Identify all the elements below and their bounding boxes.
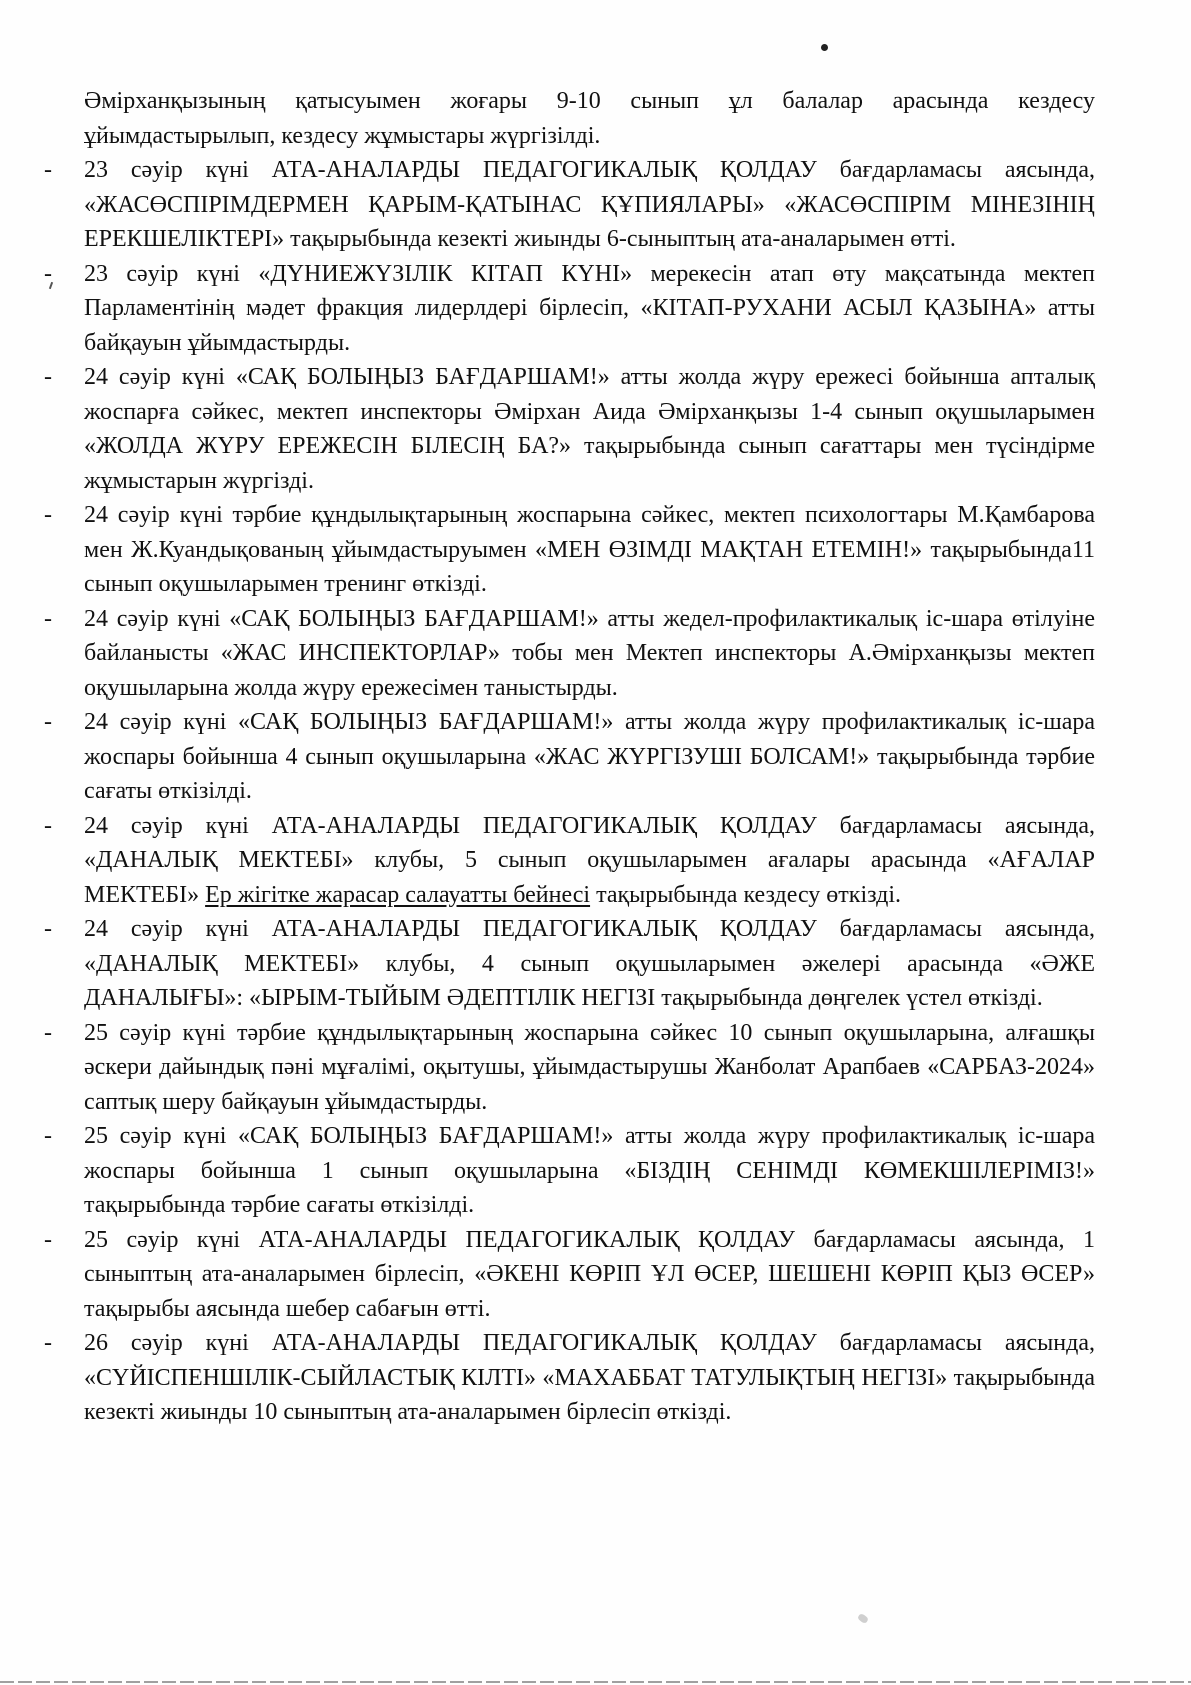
bullet-dash: -: [44, 1019, 52, 1046]
bullet-dash: -: [44, 605, 52, 632]
underlined-topic: Ер жігітке жарасар салауатты бейнесі: [205, 881, 591, 908]
list-item-text: 24 сәуір күні «САҚ БОЛЫҢЫЗ БАҒДАРШАМ!» атты жолда жүру профилактикалық іс-шара жоспары бойынша 4 сынып оқушыларына «ЖАС ЖҮРГІЗУШІ БОЛСАМ!» тақырыбында тәрбие сағаты өткізілді.: [84, 709, 1095, 804]
list-item: [44, 602, 1095, 706]
list-item-text: 24 сәуір күні тәрбие құндылықтарының жоспарына сәйкес, мектеп психологтары М.Қамбарова мен Ж.Куандықованың ұйымдастыруымен «МЕН ӨЗІМДІ МАҚТАН ЕТЕМІН!» тақырыбында11 сынып оқушыларымен тренинг өткізді.: [84, 502, 1095, 597]
list-item-text-end: тақырыбында кездесу өткізді.: [590, 881, 902, 908]
list-item-text: 25 сәуір күні АТА-АНАЛАРДЫ ПЕДАГОГИКАЛЫҚ ҚОЛДАУ бағдарламасы аясында, 1 сыныптың ата-аналарымен бірлесіп, «ӘКЕНІ КӨРІП ҰЛ ӨСЕР, ШЕШЕНІ КӨРІП ҚЫЗ ӨСЕР» тақырыбы аясында шебер сабағын өтті.: [84, 1226, 1095, 1322]
list-item-text: 25 сәуір күні «САҚ БОЛЫҢЫЗ БАҒДАРШАМ!» атты жолда жүру профилактикалық іс-шара жоспары бойынша 1 сынып оқушыларына «БІЗДІҢ СЕНІМДІ КӨМЕКШІЛЕРІМІЗ!» тақырыбында тәрбие сағаты өткізілді.: [84, 1123, 1095, 1218]
bullet-dash: -: [44, 1226, 52, 1253]
document-body: [44, 84, 1095, 1430]
list-item: [44, 705, 1095, 809]
list-item: [44, 1119, 1095, 1223]
list-item-text: 24 сәуір күні АТА-АНАЛАРДЫ ПЕДАГОГИКАЛЫҚ ҚОЛДАУ бағдарламасы аясында, «ДАНАЛЫҚ МЕКТЕБІ» клубы, 4 сынып оқушыларымен әжелері арасында «ӘЖЕ ДАНАЛЫҒЫ»: «ЫРЫМ-ТЫЙЫМ ӘДЕПТІЛІК НЕГІЗІ тақырыбында дөңгелек үстел өткізді.: [84, 916, 1095, 1011]
bullet-dash: -: [44, 1123, 52, 1149]
bullet-dash: -: [44, 1330, 52, 1356]
list-item-text: 24 сәуір күні «САҚ БОЛЫҢЫЗ БАҒДАРШАМ!» атты жедел-профилактикалық іс-шара өтілуіне байланысты «ЖАС ИНСПЕКТОРЛАР» тобы мен Мектеп инспекторы А.Әмірханқызы мектеп оқушыларына жолда жүру ережесімен таныстырды.: [84, 605, 1095, 701]
page-dot-mark: [821, 44, 828, 51]
list-item-text: 23 сәуір күні АТА-АНАЛАРДЫ ПЕДАГОГИКАЛЫҚ ҚОЛДАУ бағдарламасы аясында, «ЖАСӨСПІРІМДЕРМЕН ҚАРЫМ-ҚАТЫНАС ҚҰПИЯЛАРЫ» «ЖАСӨСПІРІМ МІНЕЗІНІҢ ЕРЕКШЕЛІКТЕРІ» тақырыбында кезекті жиынды 6-сыныптың ата-аналарымен өтті.: [84, 157, 1095, 252]
list-item: [44, 912, 1095, 1016]
scan-bottom-edge: [0, 1681, 1191, 1683]
list-item: [44, 153, 1095, 257]
list-item: [44, 1223, 1095, 1327]
bullet-dash: -: [44, 260, 52, 287]
scan-smudge: [857, 1613, 869, 1624]
list-item: [44, 498, 1095, 602]
intro-paragraph: Әмірханқызының қатысуымен жоғары 9-10 сынып ұл балалар арасында кездесу ұйымдастырылып, кездесу жұмыстары жүргізілді.: [84, 88, 1095, 149]
list-item: [44, 1016, 1095, 1120]
list-item: [44, 257, 1095, 361]
list-item: [44, 360, 1095, 498]
list-item: [44, 809, 1095, 913]
list-item-text: 25 сәуір күні тәрбие құндылықтарының жоспарына сәйкес 10 сынып оқушыларына, алғашқы әскери дайындық пәні мұғалімі, оқытушы, ұйымдастырушы Жанболат Арапбаев «САРБАЗ-2024» саптық шеру байқауын ұйымдастырды.: [84, 1019, 1095, 1115]
event-list: [44, 153, 1095, 1430]
bullet-dash: -: [44, 502, 52, 528]
bullet-dash: -: [44, 916, 52, 942]
bullet-dash: -: [44, 364, 52, 390]
list-item: [44, 1326, 1095, 1430]
bullet-dash: -: [44, 812, 52, 839]
list-item-text: 26 сәуір күні АТА-АНАЛАРДЫ ПЕДАГОГИКАЛЫҚ ҚОЛДАУ бағдарламасы аясында, «СҮЙІСПЕНШІЛІК-СЫЙЛАСТЫҚ КІЛТІ» «МАХАББАТ ТАТУЛЫҚТЫҢ НЕГІЗІ» тақырыбында кезекті жиынды 10 сыныптың ата-аналарымен бірлесіп өткізді.: [84, 1330, 1095, 1425]
list-item-text: 23 сәуір күні «ДҮНИЕЖҮЗІЛІК КІТАП КҮНІ» мерекесін атап өту мақсатында мектеп Парламентінің мәдет фракция лидерлдері бірлесіп, «КІТАП-РУХАНИ АСЫЛ ҚАЗЫНА» атты байқауын ұйымдастырды.: [84, 260, 1095, 356]
list-item-text: 24 сәуір күні АТА-АНАЛАРДЫ ПЕДАГОГИКАЛЫҚ ҚОЛДАУ бағдарламасы аясында, «ДАНАЛЫҚ МЕКТЕБІ» клубы, 5 сынып оқушыларымен ағалары арасында «АҒАЛАР МЕКТЕБІ»: [84, 812, 1095, 908]
bullet-dash: -: [44, 709, 52, 735]
bullet-dash: -: [44, 157, 52, 183]
list-item-text: 24 сәуір күні «САҚ БОЛЫҢЫЗ БАҒДАРШАМ!» атты жолда жүру ережесі бойынша апталық жоспарға сәйкес, мектеп инспекторы Әмірхан Аида Әмірханқызы 1-4 сынып оқушыларымен «ЖОЛДА ЖҮРУ ЕРЕЖЕСІН БІЛЕСІҢ БА?» тақырыбында сынып сағаттары мен түсіндірме жұмыстарын жүргізді.: [84, 364, 1095, 494]
